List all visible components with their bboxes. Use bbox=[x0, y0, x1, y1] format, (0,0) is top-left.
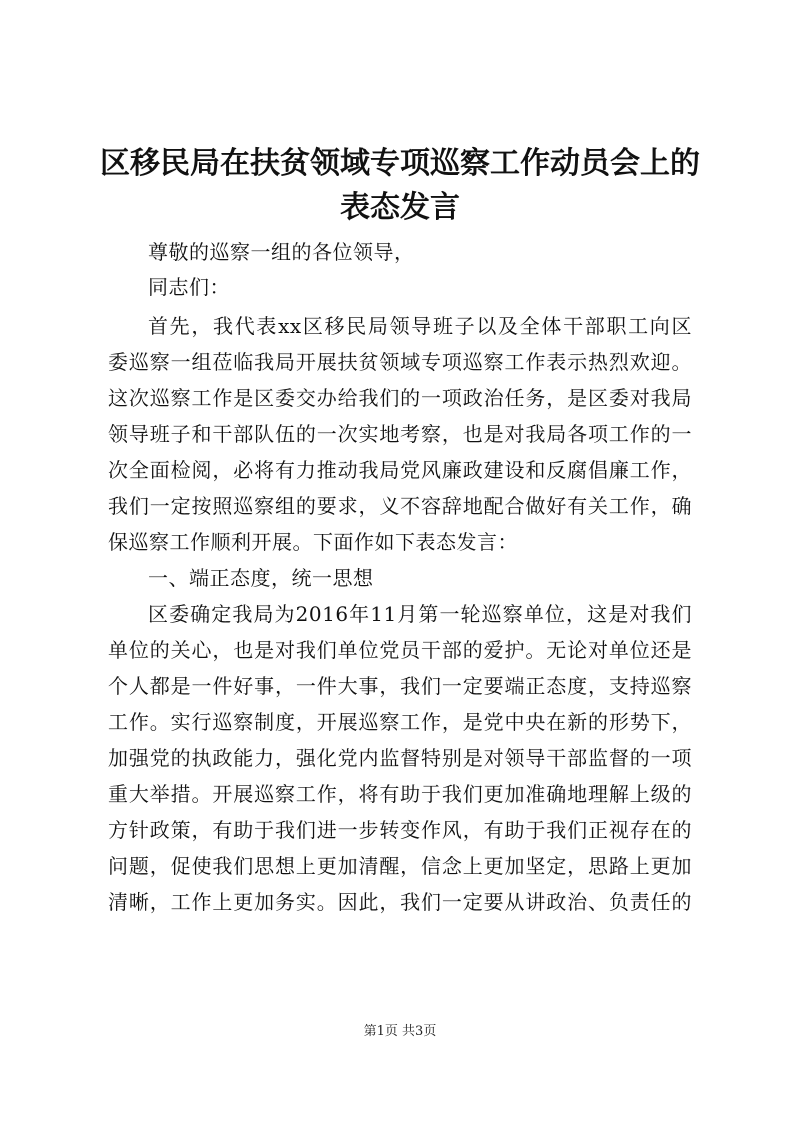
paragraph-line: 单位的关心，也是对我们单位党员干部的爱护。无论对单位还是 bbox=[108, 638, 692, 662]
paragraph-line: 次全面检阅，必将有力推动我局党风廉政建设和反腐倡廉工作， bbox=[108, 458, 692, 482]
page-footer: 第1页 共3页 bbox=[363, 1024, 437, 1039]
paragraph-line: 委巡察一组莅临我局开展扶贫领域专项巡察工作表示热烈欢迎。 bbox=[108, 350, 692, 374]
paragraph-line: 重大举措。开展巡察工作，将有助于我们更加准确地理解上级的 bbox=[108, 782, 692, 806]
paragraph-line: 个人都是一件好事，一件大事，我们一定要端正态度，支持巡察 bbox=[108, 674, 692, 698]
document-title-line-2: 表态发言 bbox=[340, 190, 460, 225]
paragraph-line: 加强党的执政能力，强化党内监督特别是对领导干部监督的一项 bbox=[108, 746, 692, 770]
paragraph-line: 工作。实行巡察制度，开展巡察工作，是党中央在新的形势下， bbox=[108, 710, 692, 734]
paragraph-line: 首先，我代表xx区移民局领导班子以及全体干部职工向区 bbox=[148, 314, 692, 338]
paragraph-line: 区委确定我局为2016年11月第一轮巡察单位，这是对我们 bbox=[148, 602, 692, 626]
paragraph-line: 清晰，工作上更加务实。因此，我们一定要从讲政治、负责任的 bbox=[108, 890, 692, 914]
paragraph-line: 这次巡察工作是区委交办给我们的一项政治任务，是区委对我局 bbox=[108, 386, 692, 410]
document-title-line-1: 区移民局在扶贫领域专项巡察工作动员会上的 bbox=[100, 146, 700, 181]
paragraph-line: 方针政策，有助于我们进一步转变作风，有助于我们正视存在的 bbox=[108, 818, 692, 842]
salutation-line: 尊敬的巡察一组的各位领导， bbox=[148, 240, 415, 264]
paragraph-line: 保巡察工作顺利开展。下面作如下表态发言： bbox=[108, 530, 518, 554]
salutation-line: 同志们： bbox=[148, 275, 230, 299]
paragraph-line: 领导班子和干部队伍的一次实地考察，也是对我局各项工作的一 bbox=[108, 422, 692, 446]
paragraph-line: 我们一定按照巡察组的要求，义不容辞地配合做好有关工作，确 bbox=[108, 494, 692, 518]
section-heading: 一、端正态度，统一思想 bbox=[148, 566, 374, 590]
paragraph-line: 问题，促使我们思想上更加清醒，信念上更加坚定，思路上更加 bbox=[108, 854, 692, 878]
